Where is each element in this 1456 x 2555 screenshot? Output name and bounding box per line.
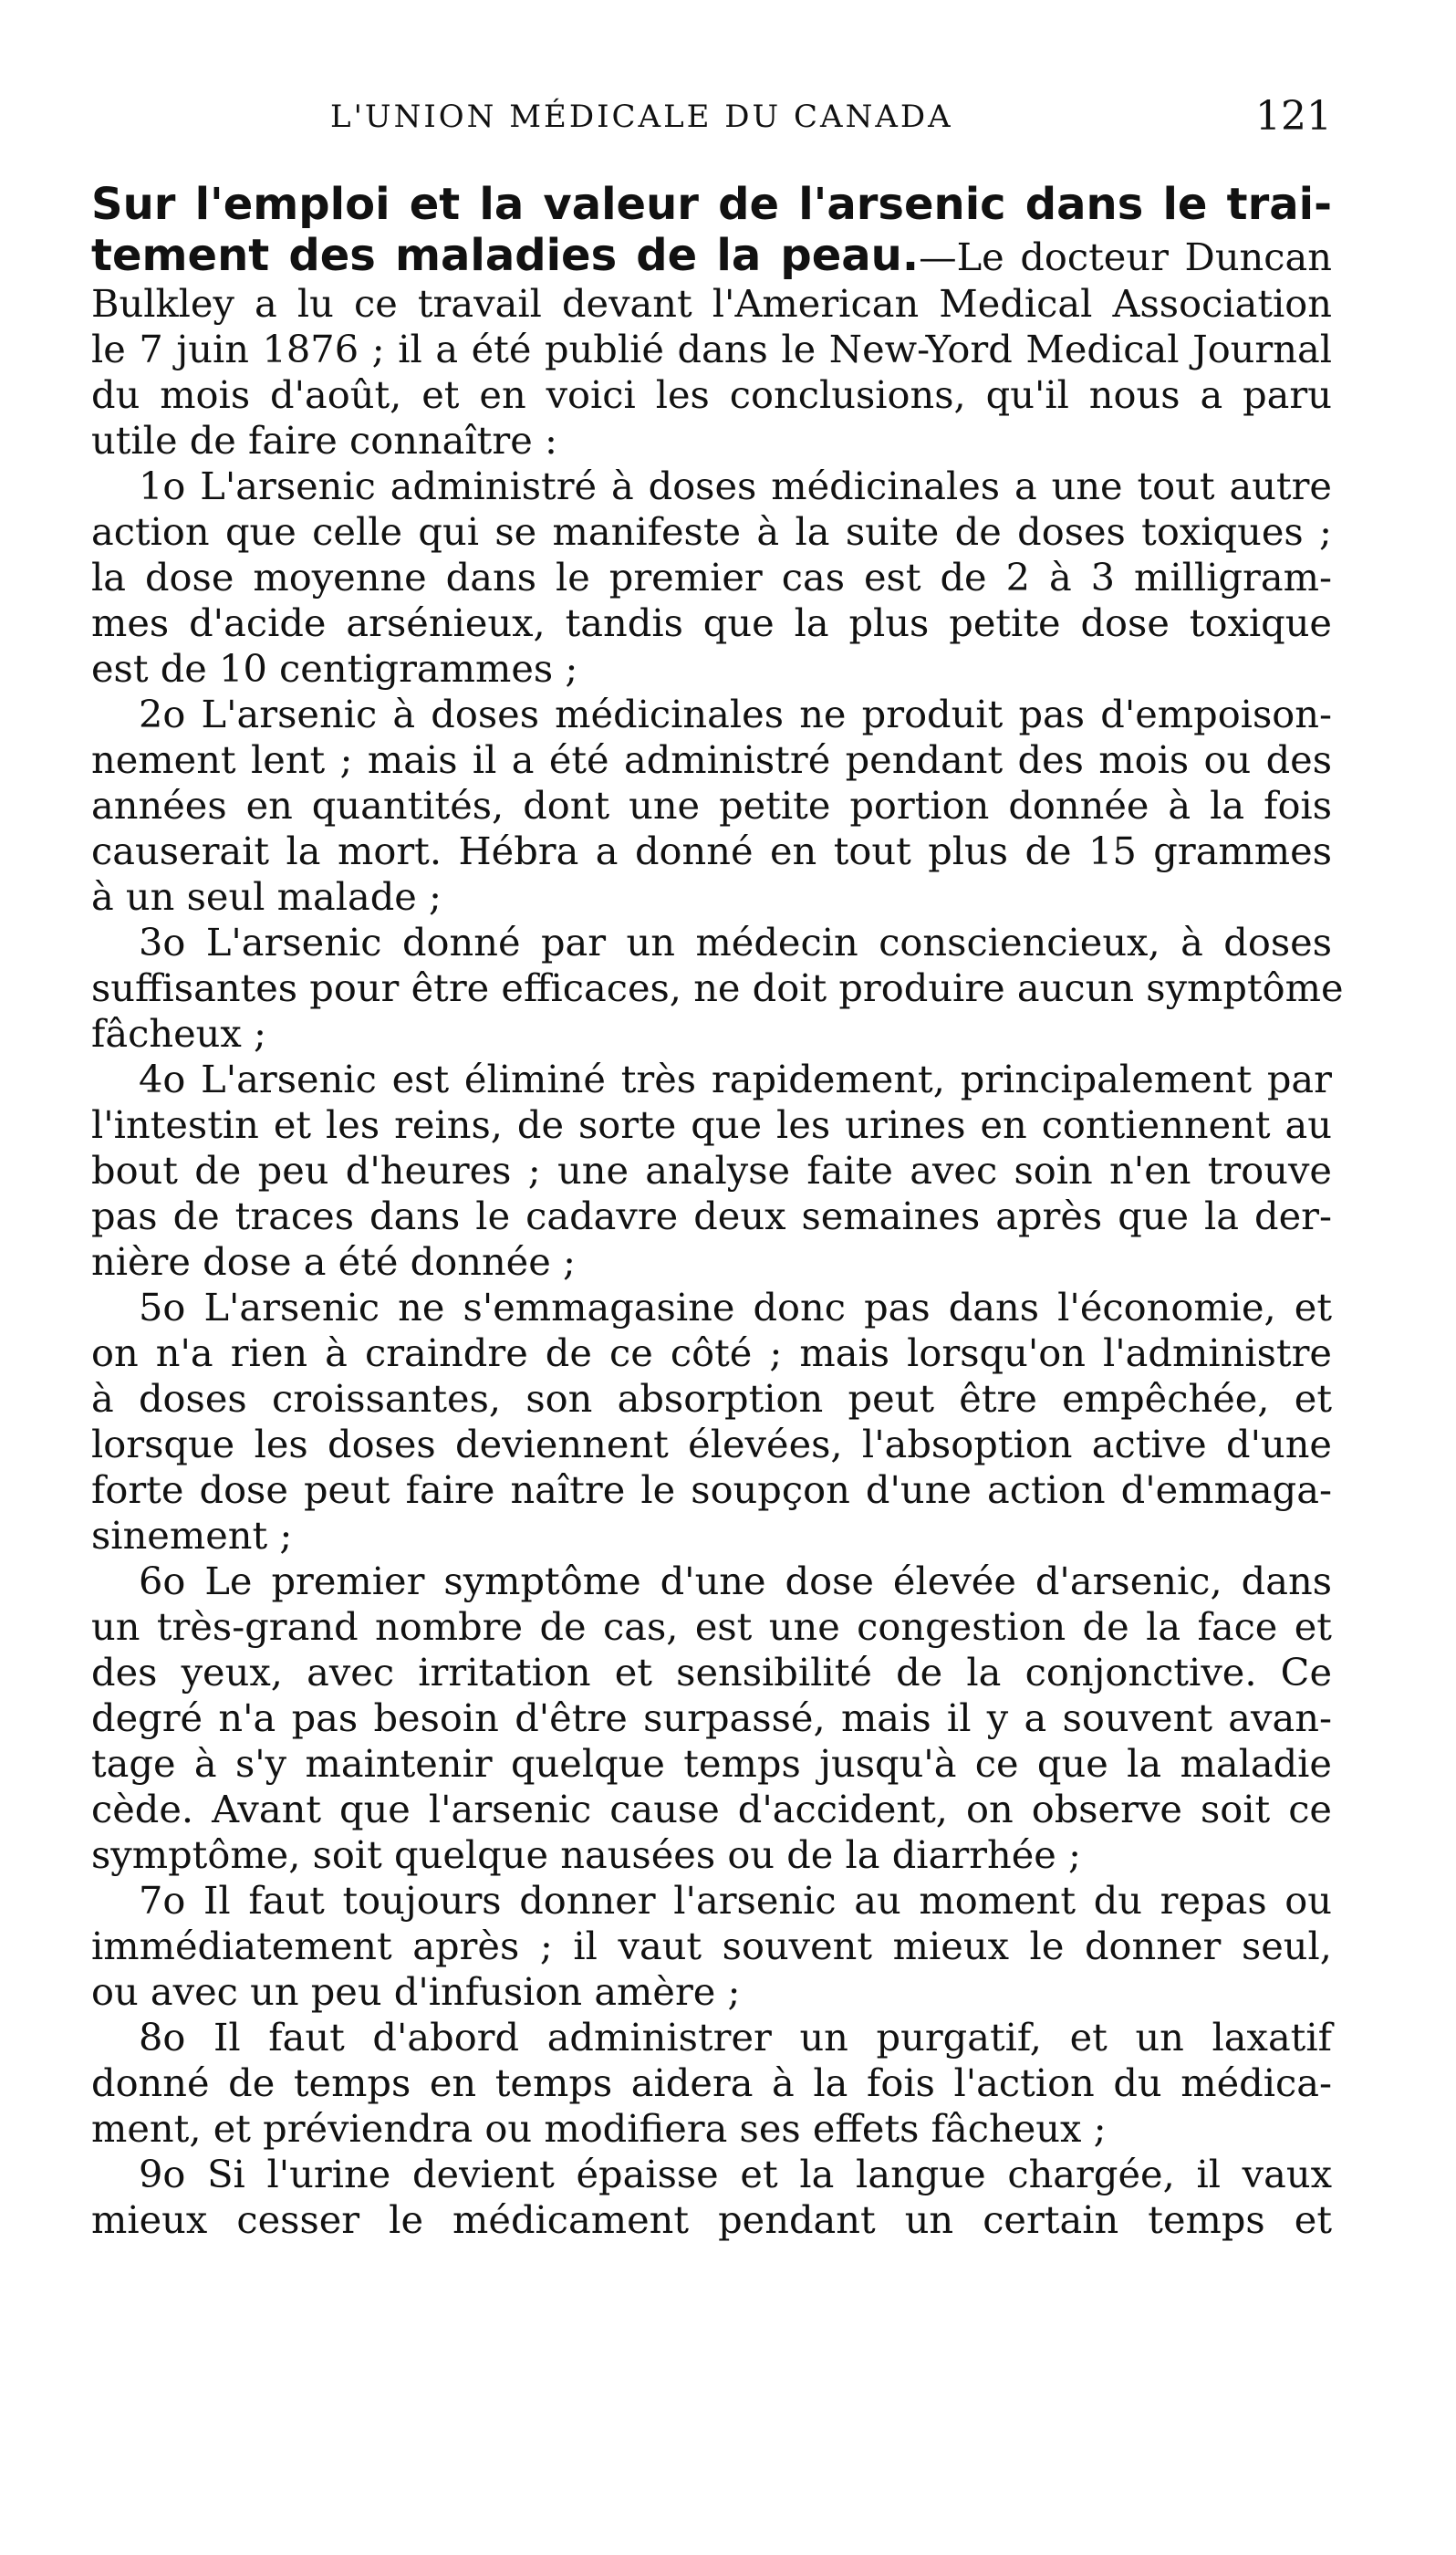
text-line: donné de temps en temps aidera à la fois l'action du médica- [91, 2060, 1332, 2105]
text-line: lorsque les doses deviennent élevées, l'absoption active d'une [91, 1422, 1332, 1466]
text-line: un très-grand nombre de cas, est une congestion de la face et [91, 1604, 1332, 1649]
text-line: fâcheux ; [91, 1011, 266, 1056]
conclusion-5-line: 5o L'arsenic ne s'emmagasine donc pas dans l'économie, et [139, 1285, 1332, 1330]
conclusion-8-line: 8o Il faut d'abord administrer un purgatif, et un laxatif [139, 2015, 1332, 2060]
text-line: à doses croissantes, son absorption peut être empêchée, et [91, 1376, 1332, 1421]
text-line: est de 10 centigrammes ; [91, 646, 578, 691]
conclusion-6-line: 6o Le premier symptôme d'une dose élevée d'arsenic, dans [139, 1559, 1332, 1603]
text-line: utile de faire connaître : [91, 418, 557, 463]
text-line: sinement ; [91, 1513, 293, 1558]
text-line: action que celle qui se manifeste à la suite de doses toxiques ; [91, 509, 1332, 554]
text-line: à un seul malade ; [91, 874, 442, 919]
page-number: 121 [1255, 93, 1332, 140]
text-line: l'intestin et les reins, de sorte que les urines en contiennent au [91, 1102, 1332, 1147]
text-line: forte dose peut faire naître le soupçon d'une action d'emmaga- [91, 1467, 1332, 1512]
conclusion-9-line: 9o Si l'urine devient épaisse et la langue chargée, il vaux [139, 2152, 1332, 2196]
text-line: la dose moyenne dans le premier cas est de 2 à 3 milligram- [91, 555, 1332, 600]
text-line: mieux cesser le médicament pendant un certain temps et [91, 2197, 1332, 2242]
text-line: des yeux, avec irritation et sensibilité de la conjonctive. Ce [91, 1650, 1332, 1695]
conclusion-7-line: 7o Il faut toujours donner l'arsenic au moment du repas ou [139, 1878, 1332, 1923]
text-line: nement lent ; mais il a été administré pendant des mois ou des [91, 737, 1332, 782]
text-line: pas de traces dans le cadavre deux semaines après que la der- [91, 1194, 1332, 1238]
text-line: degré n'a pas besoin d'être surpassé, mais il y a souvent avan- [91, 1695, 1332, 1740]
conclusion-2-line: 2o L'arsenic à doses médicinales ne produit pas d'empoison- [139, 692, 1332, 736]
text-line: immédiatement après ; il vaut souvent mieux le donner seul, [91, 1924, 1332, 1968]
text-line: du mois d'août, et en voici les conclusions, qu'il nous a paru [91, 372, 1332, 417]
text-line: cède. Avant que l'arsenic cause d'accident, on observe soit ce [91, 1787, 1332, 1831]
running-header [91, 93, 1332, 153]
article-body [91, 179, 1344, 2243]
article-title-line-2 [91, 230, 1332, 281]
text-line: ment, et préviendra ou modifiera ses effets fâcheux ; [91, 2106, 1107, 2151]
text-line: ou avec un peu d'infusion amère ; [91, 1969, 741, 2014]
text-line: tage à s'y maintenir quelque temps jusqu'à ce que la maladie [91, 1741, 1332, 1786]
text-line: on n'a rien à craindre de ce côté ; mais lorsqu'on l'administre [91, 1330, 1332, 1375]
text-line: symptôme, soit quelque nausées ou de la diarrhée ; [91, 1832, 1082, 1877]
text-line: bout de peu d'heures ; une analyse faite avec soin n'en trouve [91, 1148, 1332, 1193]
text-line: suffisantes pour être efficaces, ne doit produire aucun symptôme [91, 965, 1344, 1010]
text-line: mes d'acide arsénieux, tandis que la plus petite dose toxique [91, 600, 1332, 645]
text-line: causerait la mort. Hébra a donné en tout plus de 15 grammes [91, 829, 1332, 873]
text-line: années en quantités, dont une petite portion donnée à la fois [91, 783, 1332, 828]
journal-title: L'UNION MÉDICALE DU CANADA [330, 99, 953, 135]
text-line: Bulkley a lu ce travail devant l'American Medical Association [91, 281, 1332, 326]
conclusion-1-line: 1o L'arsenic administré à doses médicinales a une tout autre [139, 464, 1332, 508]
text-line: le 7 juin 1876 ; il a été publié dans le New-Yord Medical Journal [91, 327, 1332, 371]
conclusion-3-line: 3o L'arsenic donné par un médecin consciencieux, à doses [139, 920, 1332, 965]
conclusion-4-line: 4o L'arsenic est éliminé très rapidement, principalement par [139, 1057, 1332, 1101]
article-title-line-2-bold: tement des maladies de la peau. [91, 230, 920, 281]
article-title-line-1: Sur l'emploi et la valeur de l'arsenic dans le trai- [91, 179, 1332, 230]
article-title-line-2-rest: —Le docteur Duncan [919, 235, 1332, 279]
text-line: nière dose a été donnée ; [91, 1239, 576, 1284]
